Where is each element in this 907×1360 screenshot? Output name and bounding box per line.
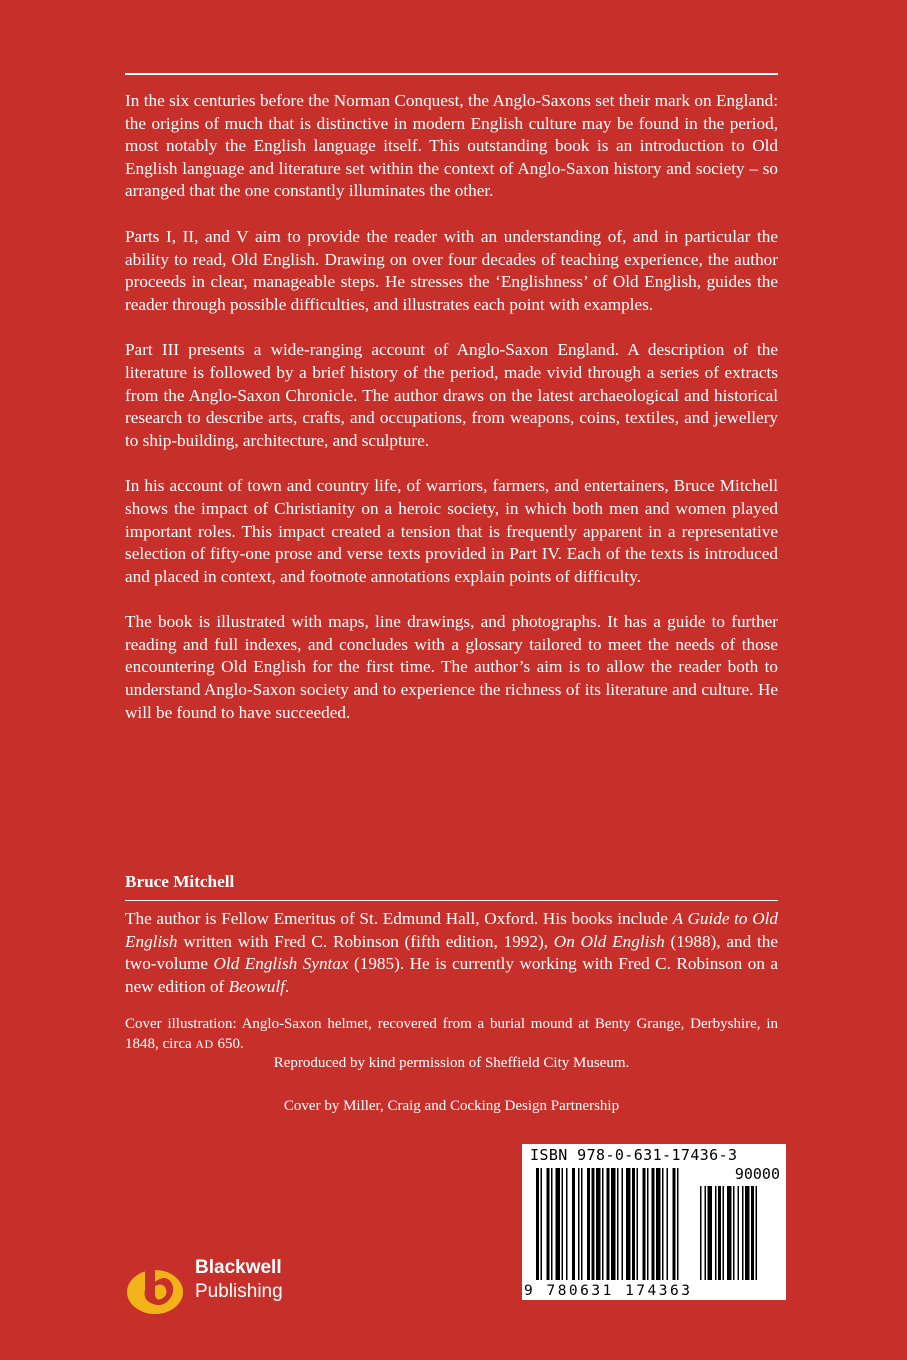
price-code: 90000 <box>734 1165 780 1183</box>
barcode-bar <box>551 1168 553 1280</box>
barcode-bar <box>700 1186 702 1280</box>
barcode-bar <box>673 1168 676 1280</box>
blackwell-logo-icon <box>125 1242 189 1320</box>
barcode-bar <box>662 1168 664 1280</box>
barcode-bar <box>626 1168 631 1280</box>
book-title: On Old English <box>553 931 665 951</box>
barcode-bar <box>572 1168 575 1280</box>
barcode-bar <box>541 1168 543 1280</box>
barcode-bar <box>733 1186 735 1280</box>
barcode-bar <box>611 1168 616 1280</box>
barcode-bar <box>742 1186 744 1280</box>
barcode-bar <box>656 1168 661 1280</box>
barcode-bar <box>617 1168 619 1280</box>
barcode-bar <box>578 1168 580 1280</box>
publisher-logo <box>125 1242 305 1322</box>
barcode-bar <box>587 1168 590 1280</box>
barcode-bar <box>667 1168 669 1280</box>
barcode-bar <box>602 1168 604 1280</box>
isbn-barcode <box>522 1144 786 1300</box>
barcode-bar <box>751 1186 754 1280</box>
barcode-bars <box>522 1144 786 1300</box>
barcode-bar <box>705 1186 707 1280</box>
barcode-bar <box>643 1168 646 1280</box>
barcode-bar <box>723 1186 725 1280</box>
barcode-bar <box>596 1168 601 1280</box>
barcode-bar <box>607 1168 610 1280</box>
barcode-bar <box>677 1168 679 1280</box>
publisher-name-line2: Publishing <box>195 1281 283 1302</box>
blurb-paragraph-5: The book is illustrated with maps, line drawings, and photographs. It has a guide to further reading and full indexes, and concludes with a glossary tailored to meet the needs of those encountering Old English for the first time. The author’s aim is to allow the reader both to understand Anglo-Saxon society and to experience the richness of its literature and culture. He will be found to have succeeded. <box>125 612 778 722</box>
cover-design-credit: Cover by Miller, Craig and Cocking Design Partnership <box>283 1098 620 1114</box>
book-title: A Guide to Old English <box>125 909 779 951</box>
author-heading: Bruce Mitchell <box>125 872 235 891</box>
barcode-bar <box>547 1168 550 1280</box>
blurb-paragraph-1: In the six centuries before the Norman Conquest, the Anglo-Saxons set their mark on England: the origins of much that is distinctive in modern English culture may be found in the period, most notably the English language itself. This outstanding book is an introduction to Old English language and literature set within the context of Anglo-Saxon history and society – so arranged that the one constantly illuminates the other. <box>125 91 778 201</box>
barcode-bar <box>592 1168 595 1280</box>
top-rule <box>125 73 778 75</box>
barcode-bar <box>647 1168 649 1280</box>
blurb-paragraph-2: Parts I, II, and V aim to provide the reader with an understanding of, and in particular the ability to read, Old English. Drawing on over four decades of teaching experience, the author proceeds in clear, manageable steps. He stresses the ‘Englishness’ of Old English, guides the reader through possible difficulties, and illustrates each point with examples. <box>125 226 778 314</box>
ean-number: 9 780631 174363 <box>524 1283 693 1299</box>
blurb-paragraph-4: In his account of town and country life, of warriors, farmers, and entertainers, Bruce Mitchell shows the impact of Christianity on a heroic society, in which both men and women played important roles. This impact created a tension that is frequently apparent in a representative selection of fifty-one prose and verse texts provided in Part IV. Each of the texts is introduced and placed in context, and footnote annotations explain points of difficulty. <box>125 476 778 586</box>
barcode-bar <box>622 1168 624 1280</box>
book-title: Beowulf <box>228 976 285 996</box>
barcode-bar <box>632 1168 635 1280</box>
barcode-bar <box>536 1168 539 1280</box>
barcode-bar <box>727 1186 732 1280</box>
publisher-name-line1: Blackwell <box>195 1257 282 1278</box>
blurb-paragraph-3: Part III presents a wide-ranging account of Anglo-Saxon England. A description of the literature is followed by a brief history of the period, made vivid through a series of extracts from the Anglo-Saxon Chronicle. The author draws on the latest archaeological and historical research to describe arts, crafts, and occupations, from weapons, coins, textiles, and jewellery to ship-building, architecture, and sculpture. <box>125 340 778 450</box>
barcode-bar <box>738 1186 740 1280</box>
barcode-bar <box>581 1168 583 1280</box>
permission-line: Reproduced by kind permission of Sheffield City Museum. <box>273 1055 630 1071</box>
book-title: Old English Syntax <box>213 954 349 974</box>
barcode-bar <box>566 1168 568 1280</box>
barcode-bar <box>745 1186 750 1280</box>
barcode-bar <box>756 1186 758 1280</box>
blurb <box>125 90 778 747</box>
barcode-bar <box>556 1168 561 1280</box>
author-bio: The author is Fellow Emeritus of St. Edmund Hall, Oxford. His books include A Guide to Old English written with Fred C. Robinson (fifth edition, 1992), On Old English (1988), and the two-volume Old English Syntax (1985). He is currently working with Fred C. Robinson on a new edition of Beowulf. <box>125 909 779 996</box>
barcode-bar <box>562 1168 564 1280</box>
cover-illustration-credit: Cover illustration: Anglo-Saxon helmet, recovered from a burial mound at Benty Grange, Derbyshire, in 1848, circa AD 650. Reproduced by kind permission of Sheffield City Museum. <box>125 1015 778 1074</box>
barcode-bar <box>708 1186 713 1280</box>
author-rule <box>125 900 778 901</box>
barcode-bar <box>637 1168 639 1280</box>
barcode-bar <box>715 1186 717 1280</box>
barcode-bar <box>652 1168 655 1280</box>
barcode-bar <box>718 1186 721 1280</box>
isbn-text: ISBN 978-0-631-17436-3 <box>530 1146 738 1164</box>
